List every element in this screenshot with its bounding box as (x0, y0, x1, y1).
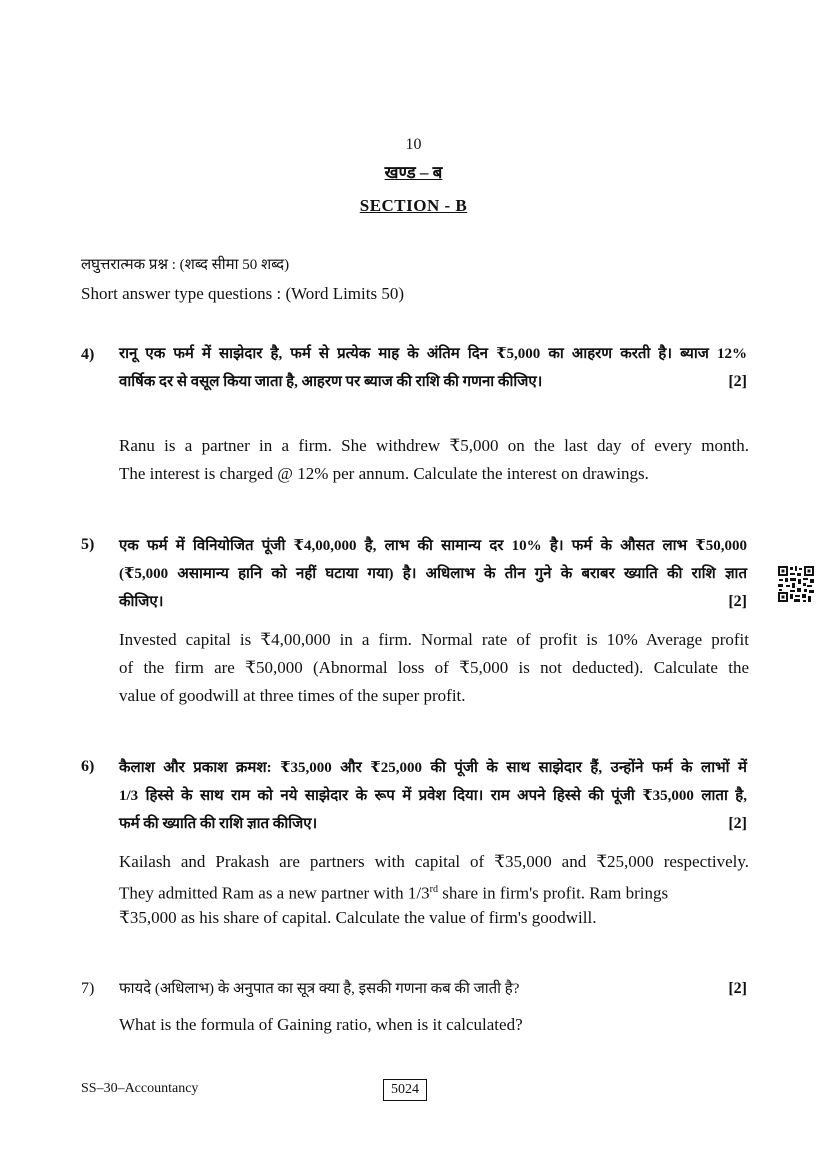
question-7-english (119, 1011, 749, 1039)
question-7-english-line1: What is the formula of Gaining ratio, when is it calculated? (119, 1015, 523, 1034)
question-5-english-line3: value of goodwill at three times of the super profit. (119, 686, 466, 705)
question-6-number: 6) (81, 758, 95, 775)
page-number: 10 (405, 136, 422, 153)
question-4-hindi (119, 340, 747, 396)
question-5-english-line2: of the firm are ₹50,000 (Abnormal loss of ₹5,000 is not deducted). Calculate the (119, 658, 749, 677)
qr-code-icon (777, 565, 815, 603)
question-4-english-line1: Ranu is a partner in a firm. She withdrew ₹5,000 on the last day of every month. (119, 436, 749, 455)
footer-paper-code: 5024 (383, 1079, 427, 1101)
question-5-hindi-line2: (₹5,000 असामान्य हानि को नहीं घटाया गया) है। अधिलाभ के तीन गुने के बराबर ख्याति की राशि ज्ञात (119, 566, 747, 582)
question-6-english-line1: Kailash and Prakash are partners with capital of ₹35,000 and ₹25,000 respectively. (119, 852, 749, 871)
question-4-hindi-line2: वार्षिक दर से वसूल किया जाता है, आहरण पर ब्याज की राशि की गणना कीजिए। (119, 374, 543, 390)
footer-paper-name: SS–30–Accountancy (81, 1081, 199, 1096)
question-4-english-line2: The interest is charged @ 12% per annum. Calculate the interest on drawings. (119, 464, 649, 483)
question-6-hindi-line3: फर्म की ख्याति की राशि ज्ञात कीजिए। (119, 816, 318, 832)
instructions-english: Short answer type questions : (Word Limits 50) (81, 284, 405, 303)
question-5-number: 5) (81, 536, 95, 553)
question-4-english (119, 432, 749, 488)
question-6-english-line2: They admitted Ram as a new partner with 1/3rd share in firm's profit. Ram brings (119, 883, 669, 903)
question-5-hindi (119, 532, 747, 616)
question-7-marks: [2] (728, 980, 747, 997)
question-5-hindi-line3: कीजिए। (119, 594, 164, 610)
question-4-number: 4) (81, 346, 95, 363)
question-5-english (119, 626, 749, 710)
question-4-hindi-line1: रानू एक फर्म में साझेदार है, फर्म से प्रत्येक माह के अंतिम दिन ₹5,000 का आहरण करती है। ब्याज 12% (119, 346, 747, 362)
instructions-hindi: लघुत्तरात्मक प्रश्न : (शब्द सीमा 50 शब्द) (81, 257, 290, 273)
question-5-english-line1: Invested capital is ₹4,00,000 in a firm. Normal rate of profit is 10% Average profit (119, 630, 749, 649)
question-6-hindi (119, 754, 747, 838)
question-4-marks: [2] (728, 373, 747, 390)
question-7-hindi-line1: फायदे (अधिलाभ) के अनुपात का सूत्र क्या है, इसकी गणना कब की जाती है? (119, 981, 520, 997)
question-7-hindi (119, 975, 747, 1003)
question-6-hindi-line2: 1/3 हिस्से के साथ राम को नये साझेदार के रूप में प्रवेश दिया। राम अपने हिस्से की पूंजी ₹35,000 लाता है, (119, 788, 747, 804)
question-6-english (119, 848, 749, 932)
question-7-number: 7) (81, 980, 95, 997)
section-title-english: SECTION - B (359, 196, 468, 215)
question-6-english-line3: ₹35,000 as his share of capital. Calculate the value of firm's goodwill. (119, 908, 597, 927)
section-title-hindi: खण्ड – ब (384, 163, 443, 182)
question-5-marks: [2] (728, 593, 747, 610)
question-6-marks: [2] (728, 815, 747, 832)
question-5-hindi-line1: एक फर्म में विनियोजित पूंजी ₹4,00,000 है, लाभ की सामान्य दर 10% है। फर्म के औसत लाभ ₹50,000 (119, 538, 747, 554)
question-6-hindi-line1: कैलाश और प्रकाश क्रमश: ₹35,000 और ₹25,000 की पूंजी के साथ साझेदार हैं, उन्होंने फर्म के लाभों में (119, 760, 747, 776)
